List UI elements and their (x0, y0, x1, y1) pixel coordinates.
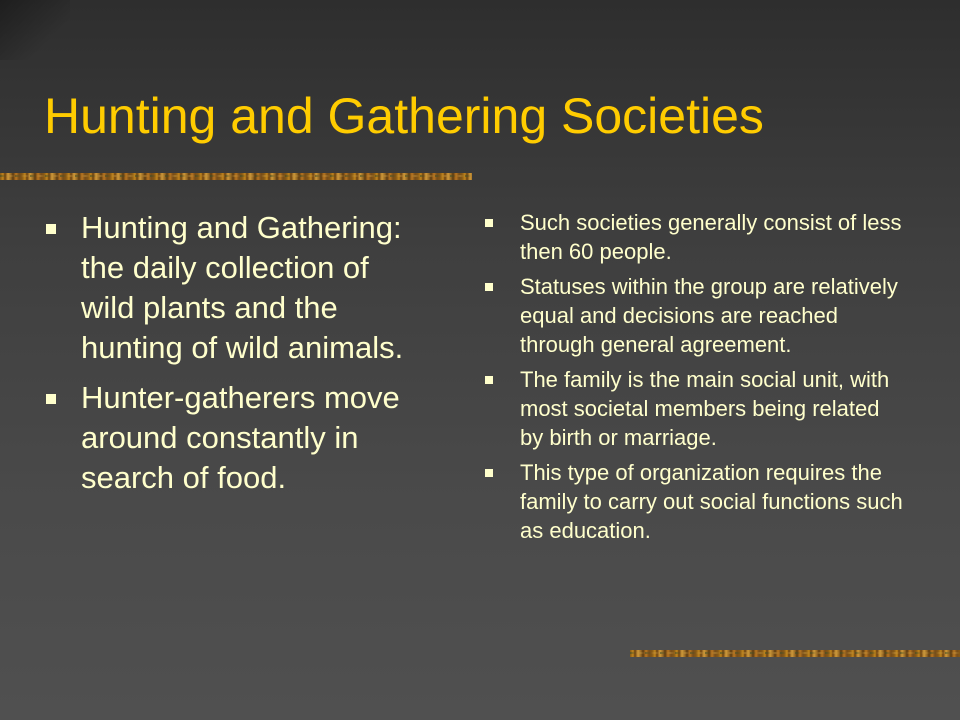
right-bullet-item (485, 458, 905, 545)
square-bullet-icon (485, 283, 493, 291)
square-bullet-icon (485, 469, 493, 477)
decorative-divider-bottom (630, 650, 960, 657)
right-bullet-list (485, 208, 905, 551)
bullet-text: Statuses within the group are relatively equal and decisions are reached through general agreement. (520, 274, 898, 357)
left-bullet-item (46, 208, 426, 368)
right-bullet-item (485, 208, 905, 266)
left-bullet-list (46, 208, 426, 508)
square-bullet-icon (46, 224, 56, 234)
right-bullet-item (485, 272, 905, 359)
slide-title: Hunting and Gathering Societies (44, 88, 764, 144)
decorative-divider-top (0, 173, 472, 180)
left-bullet-item (46, 378, 426, 498)
square-bullet-icon (485, 376, 493, 384)
bullet-text: Hunter-gatherers move around constantly in search of food. (81, 380, 400, 495)
corner-shade (0, 0, 70, 60)
bullet-text: Hunting and Gathering: the daily collection of wild plants and the hunting of wild animals. (81, 210, 404, 365)
bullet-text: This type of organization requires the family to carry out social functions such as education. (520, 460, 903, 543)
square-bullet-icon (485, 219, 493, 227)
square-bullet-icon (46, 394, 56, 404)
bullet-text: The family is the main social unit, with most societal members being related by birth or marriage. (520, 367, 890, 450)
bullet-text: Such societies generally consist of less then 60 people. (520, 210, 902, 264)
right-bullet-item (485, 365, 905, 452)
